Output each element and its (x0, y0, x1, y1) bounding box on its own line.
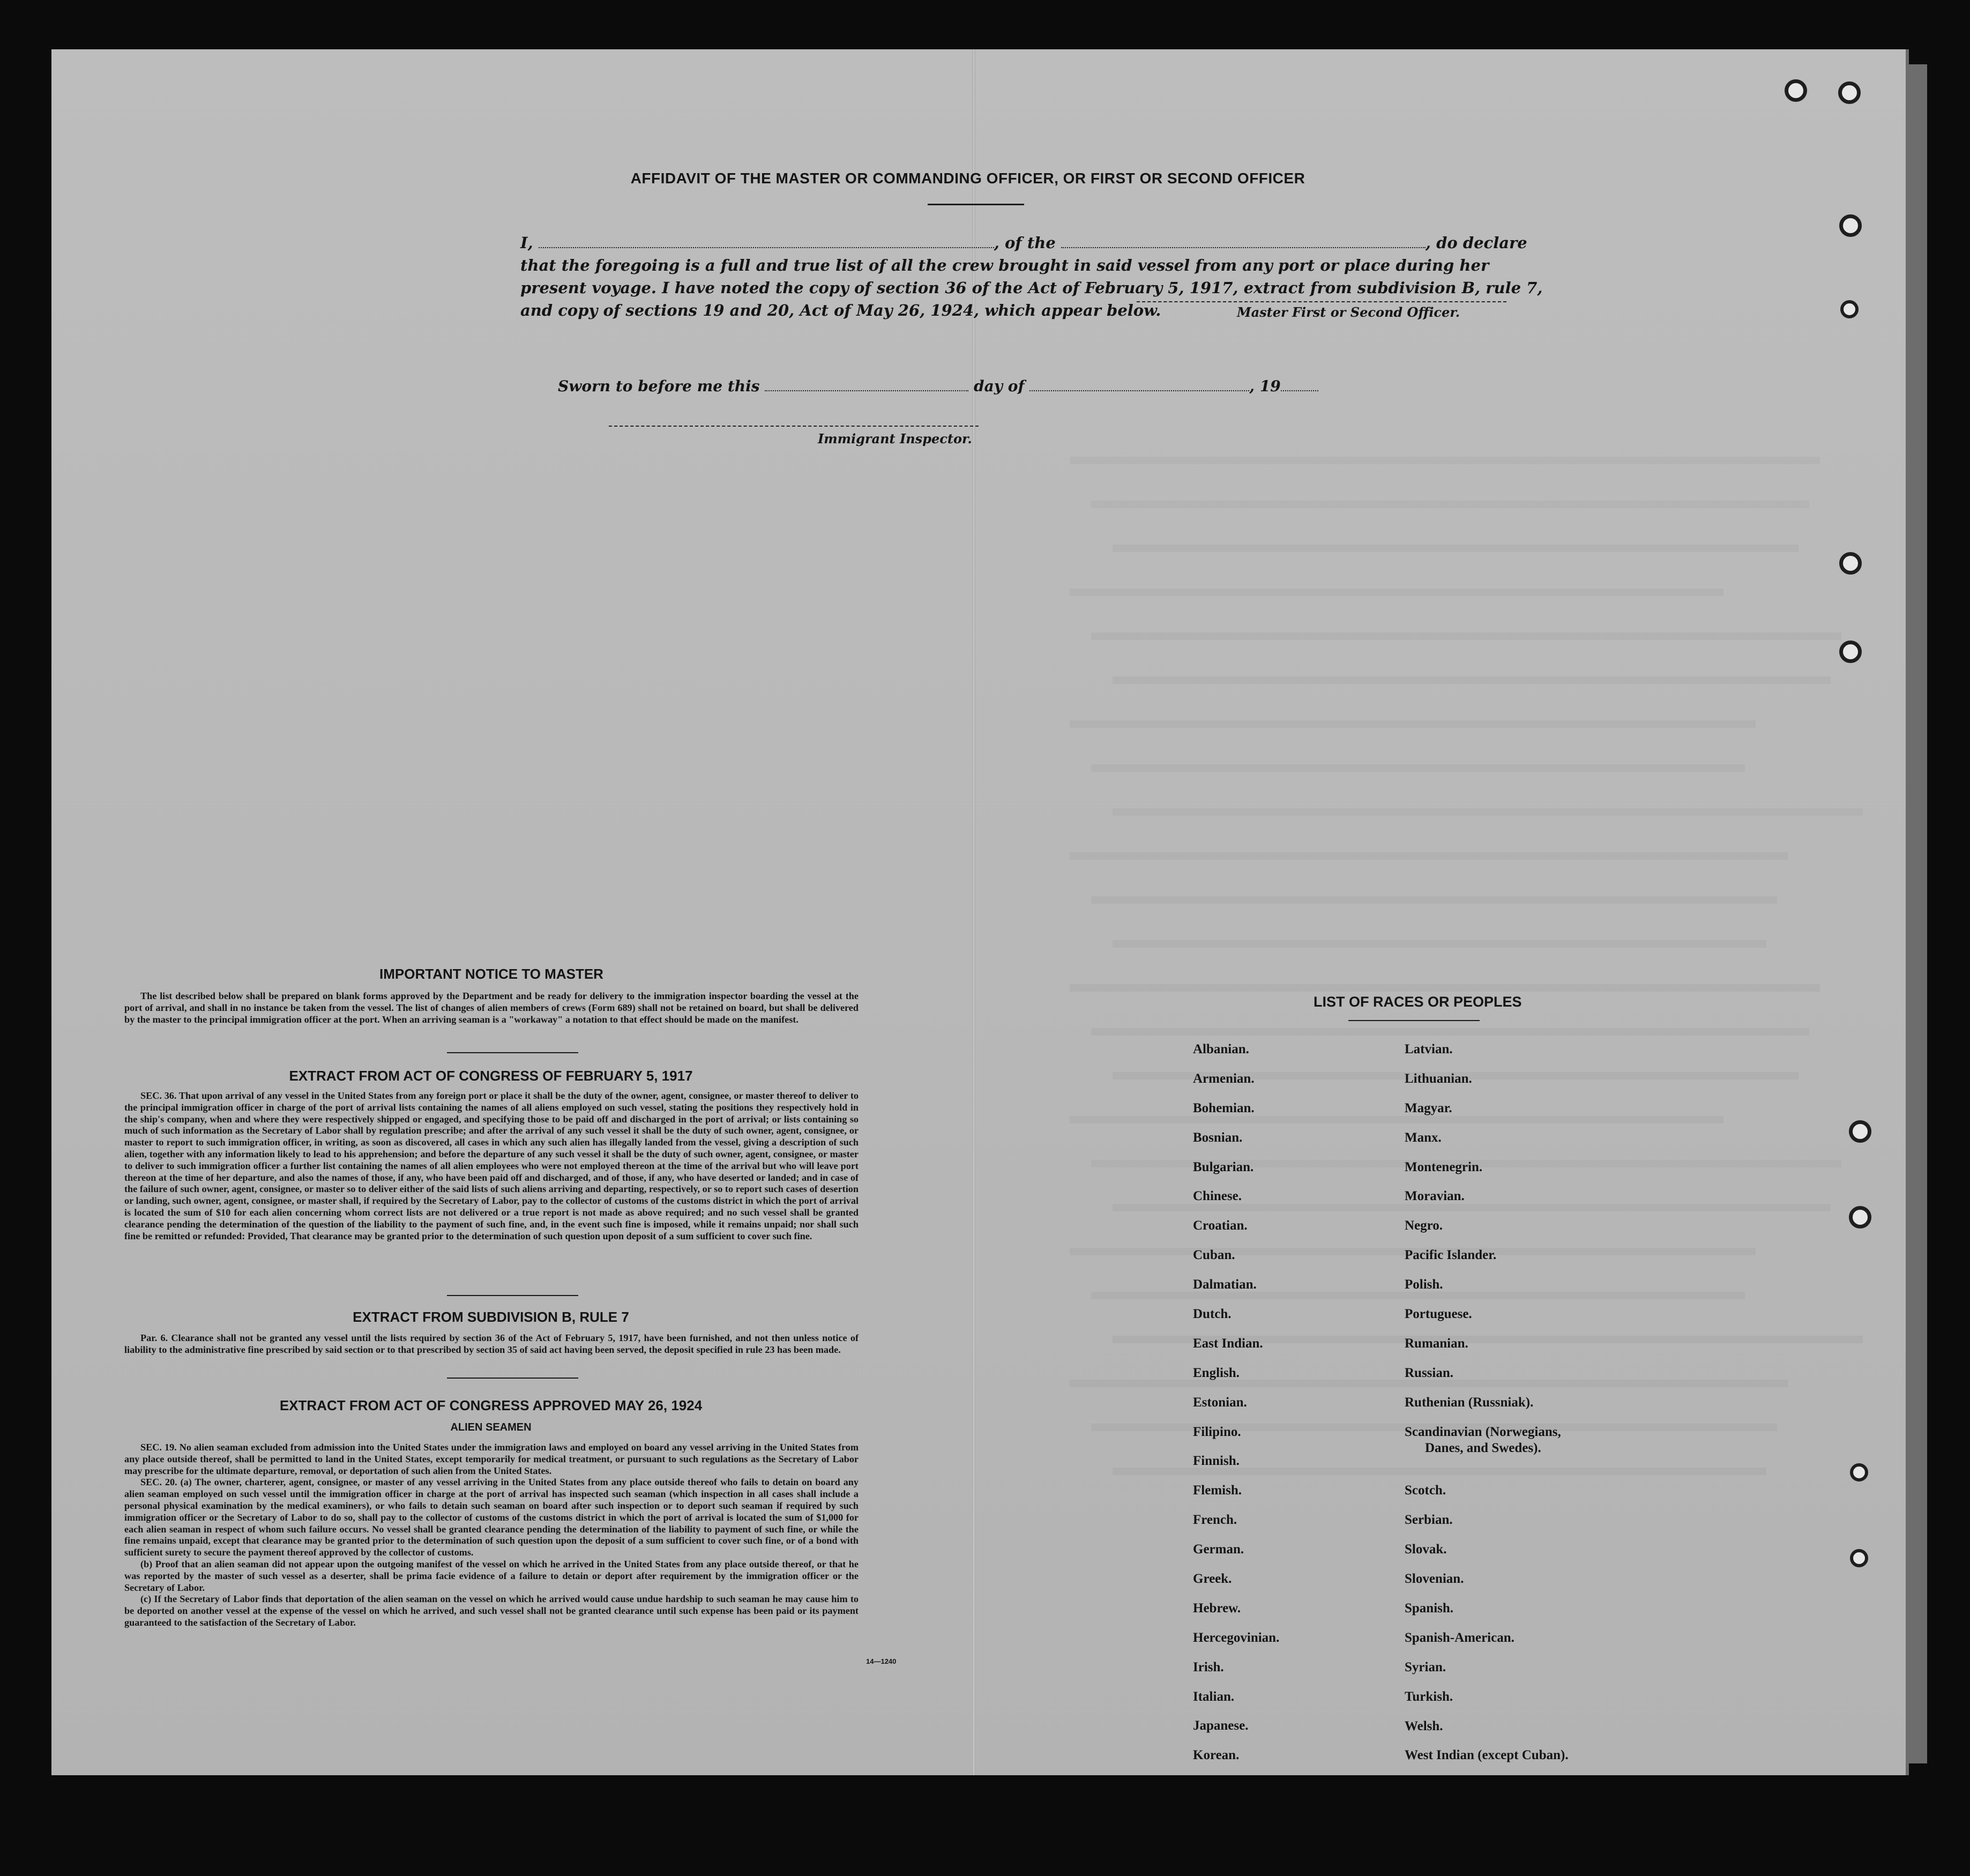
race-item (1193, 1159, 1279, 1189)
master-signature-line[interactable] (1137, 301, 1506, 302)
sworn-prefix: Sworn to before me this (558, 377, 760, 395)
race-label: Rumanian. (1405, 1336, 1468, 1351)
bleed-through-row (1070, 457, 1820, 464)
page-edge (1906, 64, 1927, 1763)
race-item (1193, 1277, 1279, 1306)
sworn-day-field[interactable] (765, 390, 968, 391)
extract-1917-body: SEC. 36. That upon arrival of any vessel in the United States from any foreign port or place it shall be the duty of the owner, agent, consignee, or master thereof to deliver to the principal immigration officer in charge of the port of arrival lists containing the names of all aliens employed on such vessel, stating the positions they respectively hold in the ship's company, when and where they were respectively shipped or engaged, and specifying those to be paid off and discharged in the port of arrival; or lists containing so much of such information as the Secretary of Labor shall by regulation prescribe; and after the arrival of any such vessel it shall be the duty of such owner, agent, consignee, or master to report to such immigration officer, in writing, as soon as discovered, all cases in which any such alien has illegally landed from the vessel, giving a description of such alien, together with any information likely to lead to his apprehension; and before the departure of any such vessel it shall be the duty of such owner, agent, consignee, or master to deliver to such immigration officer a further list containing the names of all alien employees who were not employed thereon at the time of the arrival but who will leave port thereon at the time of her departure, and also the names of those, if any, who have been paid off and discharged, and of those, if any, who have deserted or landed; and in case of the failure of such owner, agent, consignee, or master so to deliver either of the said lists of such aliens arriving and departing, respectively, or so to report such cases of desertion or landing, such owner, agent, consignee, or master shall, if required by the Secretary of Labor, pay to the collector of customs of the customs district in which the port of arrival is located the sum of $10 for each alien concerning whom correct lists are not delivered or a true report is not made as above required; and no such vessel shall be granted clearance pending the determination of the question of the liability to the payment of such fine, and, in the event such fine is imposed, while it remains unpaid; nor shall such fine be remitted or refunded: Provided, That clearance may be granted prior to the determination of such question upon deposit of a sum sufficient to cover such fine. (124, 1090, 859, 1241)
races-rule (1348, 1020, 1480, 1021)
race-label: Scotch. (1405, 1483, 1446, 1498)
alien-seamen-subtitle: ALIEN SEAMEN (450, 1421, 532, 1433)
bleed-through-row (1113, 676, 1831, 684)
sworn-year-label: , 19 (1249, 377, 1281, 395)
race-item (1405, 1336, 1569, 1365)
race-item (1193, 1689, 1279, 1718)
race-item (1193, 1247, 1279, 1277)
race-label: Slovenian. (1405, 1572, 1464, 1587)
race-label: French. (1193, 1513, 1237, 1528)
sworn-day-label: day of (974, 377, 1025, 395)
section-19: SEC. 19. No alien seaman excluded from admission into the United States under the immigration laws and employed on board any vessel arriving in the United States from any place outside thereof, shall be permitted to land in the United States, except temporarily for medical treatment, or pursuant to such regulations as the Secretary of Labor may prescribe for the ultimate departure, removal, or deportation of such alien from the United States. (124, 1442, 859, 1476)
declarant-prefix: I, (520, 234, 539, 252)
race-item (1193, 1188, 1279, 1218)
sworn-month-field[interactable] (1029, 390, 1249, 391)
race-label: Chinese. (1193, 1189, 1242, 1204)
race-label: Spanish-American. (1405, 1630, 1514, 1645)
bleed-through-row (1091, 501, 1809, 508)
race-label: Bulgarian. (1193, 1159, 1254, 1174)
race-item (1193, 1630, 1279, 1659)
form-number: 14—1240 (866, 1657, 897, 1665)
race-label: Manx. (1405, 1130, 1442, 1145)
race-label: Portuguese. (1405, 1307, 1472, 1322)
race-item (1193, 1041, 1279, 1071)
notice-title: IMPORTANT NOTICE TO MASTER (379, 966, 603, 982)
punch-hole (1850, 1463, 1868, 1482)
bleed-through-row (1070, 589, 1723, 596)
bleed-through-row (1091, 764, 1745, 772)
document-page (51, 49, 1909, 1775)
divider-rule (447, 1378, 578, 1379)
punch-hole (1849, 1206, 1871, 1229)
bleed-through-row (1070, 984, 1820, 992)
race-item (1405, 1395, 1569, 1424)
race-item (1193, 1218, 1279, 1247)
do-declare-label: , do declare (1425, 234, 1527, 252)
races-title: LIST OF RACES OR PEOPLES (1314, 994, 1522, 1010)
race-label: Pacific Islander. (1405, 1248, 1497, 1263)
race-item (1193, 1336, 1279, 1365)
race-label: Magyar. (1405, 1100, 1452, 1115)
bleed-through-row (1091, 632, 1841, 640)
race-label: Turkish. (1405, 1689, 1453, 1704)
race-item (1405, 1306, 1569, 1336)
race-item (1405, 1600, 1569, 1630)
race-item (1405, 1512, 1569, 1542)
sworn-year-field[interactable] (1281, 390, 1318, 391)
race-label: Ruthenian (Russniak). (1405, 1395, 1534, 1410)
race-item (1405, 1188, 1569, 1218)
race-item (1405, 1571, 1569, 1600)
race-item (1405, 1041, 1569, 1071)
bleed-through-row (1091, 896, 1777, 904)
race-item (1193, 1571, 1279, 1600)
race-item (1405, 1630, 1569, 1659)
punch-hole (1839, 641, 1862, 663)
race-item (1405, 1277, 1569, 1306)
notice-body: The list described below shall be prepared on blank forms approved by the Department and be ready for delivery to the immigration inspector boarding the vessel at the port of arrival, and shall in no instance be taken from the vessel. The list of changes of alien members of crews (Form 689) shall not be retained on board, but shall be delivered by the master to the principal immigration officer at the port. When an arriving seaman is a "workaway" a notation to that effect should be made on the manifest. (124, 991, 859, 1025)
divider-rule (447, 1052, 578, 1053)
race-item (1193, 1130, 1279, 1159)
race-item (1405, 1071, 1569, 1100)
race-item (1405, 1424, 1569, 1483)
race-label: Polish. (1405, 1277, 1443, 1292)
affidavit-title: AFFIDAVIT OF THE MASTER OR COMMANDING OFFICER, OR FIRST OR SECOND OFFICER (630, 170, 1305, 187)
race-label-continued: Danes, and Swedes). (1425, 1440, 1541, 1455)
race-item (1193, 1542, 1279, 1571)
race-label: Moravian. (1405, 1189, 1465, 1204)
race-label: Greek. (1193, 1572, 1232, 1587)
race-label: Albanian. (1193, 1042, 1249, 1056)
race-label: Hercegovinian. (1193, 1630, 1280, 1645)
race-item (1405, 1130, 1569, 1159)
inspector-signature-label: Immigrant Inspector. (818, 431, 972, 446)
race-item (1193, 1306, 1279, 1336)
bleed-through-row (1070, 1116, 1723, 1123)
race-item (1193, 1453, 1279, 1483)
race-label: Lithuanian. (1405, 1071, 1472, 1086)
race-label: Armenian. (1193, 1071, 1255, 1086)
of-the-label: , of the (994, 234, 1061, 252)
divider-rule (447, 1295, 578, 1296)
race-label: Bosnian. (1193, 1130, 1243, 1145)
race-label: Hebrew. (1193, 1600, 1241, 1616)
sworn-line (558, 377, 1318, 395)
race-label: Korean. (1193, 1748, 1240, 1763)
race-item (1405, 1218, 1569, 1247)
race-label: Bohemian. (1193, 1100, 1255, 1115)
extract-1924-title: EXTRACT FROM ACT OF CONGRESS APPROVED MAY 26, 1924 (279, 1397, 703, 1413)
punch-hole (1850, 1549, 1868, 1567)
race-item (1193, 1718, 1279, 1747)
race-item (1193, 1483, 1279, 1512)
race-label: English. (1193, 1365, 1240, 1380)
race-item (1193, 1747, 1279, 1777)
race-label: Montenegrin. (1405, 1159, 1483, 1174)
declarant-name-field[interactable] (539, 247, 994, 248)
race-label: Estonian. (1193, 1395, 1247, 1410)
title-rule (928, 204, 1024, 205)
bleed-through-row (1070, 720, 1756, 728)
race-item (1193, 1071, 1279, 1100)
race-label: Welsh. (1405, 1718, 1443, 1733)
bleed-through-row (1113, 940, 1766, 948)
race-item (1405, 1542, 1569, 1571)
race-item (1193, 1365, 1279, 1395)
races-left-column (1193, 1041, 1279, 1777)
race-label: Syrian. (1405, 1659, 1446, 1674)
race-item (1405, 1483, 1569, 1512)
section-20b: (b) Proof that an alien seaman did not appear upon the outgoing manifest of the vessel on which he arrived in the United States from any place outside thereof, or that he was reported by the master of such vessel as a deserter, shall be prima facie evidence of a failure to detain or deport after requirement by the immigration officer or the Secretary of Labor. (124, 1558, 859, 1593)
punch-hole (1840, 300, 1859, 318)
race-label: Dalmatian. (1193, 1277, 1257, 1292)
race-label: East Indian. (1193, 1336, 1263, 1351)
race-label: Italian. (1193, 1689, 1235, 1704)
extract-1917-title: EXTRACT FROM ACT OF CONGRESS OF FEBRUARY 5, 1917 (289, 1068, 693, 1084)
race-item (1405, 1718, 1569, 1748)
race-item (1193, 1600, 1279, 1630)
punch-hole (1849, 1120, 1871, 1143)
punch-hole (1839, 214, 1862, 237)
race-label: Flemish. (1193, 1483, 1242, 1498)
extract-rule7-title: EXTRACT FROM SUBDIVISION B, RULE 7 (353, 1309, 629, 1325)
race-label: Japanese. (1193, 1718, 1249, 1733)
race-item (1405, 1159, 1569, 1189)
extract-rule7-body: Par. 6. Clearance shall not be granted any vessel until the lists required by section 36 of the Act of February 5, 1917, have been furnished, and not then unless notice of liability to the administrative fine prescribed by said section or to that prescribed by section 35 of said act having been served, the deposit specified in rule 23 has been made. (124, 1332, 859, 1355)
punch-hole (1785, 79, 1807, 102)
race-label: Dutch. (1193, 1307, 1232, 1322)
races-right-column (1405, 1041, 1569, 1777)
race-label: Irish. (1193, 1659, 1224, 1674)
race-label: Russian. (1405, 1365, 1454, 1380)
punch-hole (1838, 81, 1861, 104)
race-label: Serbian. (1405, 1513, 1453, 1528)
race-item (1193, 1424, 1279, 1454)
bleed-through-row (1113, 808, 1863, 816)
race-item (1193, 1512, 1279, 1542)
race-item (1405, 1365, 1569, 1395)
race-item (1405, 1659, 1569, 1689)
race-label: West Indian (except Cuban). (1405, 1748, 1569, 1763)
bleed-through-row (1113, 545, 1799, 552)
bleed-through-row (1070, 852, 1788, 860)
race-label: Cuban. (1193, 1248, 1235, 1263)
race-item (1405, 1100, 1569, 1130)
inspector-signature-line[interactable] (609, 426, 979, 427)
race-item (1193, 1100, 1279, 1130)
race-item (1405, 1247, 1569, 1277)
race-label: Spanish. (1405, 1600, 1454, 1616)
section-20c: (c) If the Secretary of Labor finds that deportation of the alien seaman on the vessel on which he arrived would cause undue hardship to such seaman he may cause him to be deported on another vessel at the expense of the vessel on which he arrived, and such vessel shall not be granted clearance until such expense has been paid or its payment guaranteed to the satisfaction of the Secretary of Labor. (124, 1594, 859, 1628)
race-label: Finnish. (1193, 1454, 1240, 1469)
race-label: Filipino. (1193, 1424, 1241, 1439)
bleed-through-row (1091, 1028, 1809, 1036)
race-item (1193, 1659, 1279, 1689)
race-label: Latvian. (1405, 1042, 1453, 1056)
affidavit-statement: that the foregoing is a full and true list of all the crew brought in said vessel from any port or place during her present voyage. I have noted the copy of section 36 of the Act of February 5, 1917, extract from subdivision B, rule 7, and copy of sections 19 and 20, Act of May 26, 1924, which appear below. (520, 256, 1543, 319)
race-label: Slovak. (1405, 1542, 1447, 1557)
race-label: Negro. (1405, 1218, 1443, 1233)
punch-hole (1839, 552, 1862, 575)
section-20a: SEC. 20. (a) The owner, charterer, agent, consignee, or master of any vessel arriving in the United States from any place outside thereof who fails to detain on board any alien seaman employed on such vessel until the immigration officer in charge at the port of arrival has inspected such seaman (which inspection in all cases shall include a personal physical examination by the medical examiners), or who fails to detain such seaman on board after such inspection or to deport such seaman if required by such immigration officer or the Secretary of Labor to do so, shall pay to the collector of customs of the customs district in which the port of arrival is located the sum of $1,000 for each alien seaman in respect of whom such failure occurs. No vessel shall be granted clearance pending the determination of the liability to payment of such fine, or while the fine remains unpaid, except that clearance may be granted prior to the determination of such question upon the deposit of a sum sufficient to cover such fine, or of a bond with sufficient surety to secure the payment thereof approved by the collector of customs. (124, 1477, 859, 1558)
race-label: German. (1193, 1542, 1244, 1557)
race-item (1193, 1395, 1279, 1424)
master-signature-label: Master First or Second Officer. (1237, 304, 1460, 320)
race-item (1405, 1747, 1569, 1777)
race-item (1405, 1689, 1569, 1718)
race-label: Scandinavian (Norwegians, (1405, 1424, 1561, 1439)
extract-1924-body (124, 1442, 859, 1629)
race-label: Croatian. (1193, 1218, 1248, 1233)
vessel-name-field[interactable] (1061, 247, 1426, 248)
